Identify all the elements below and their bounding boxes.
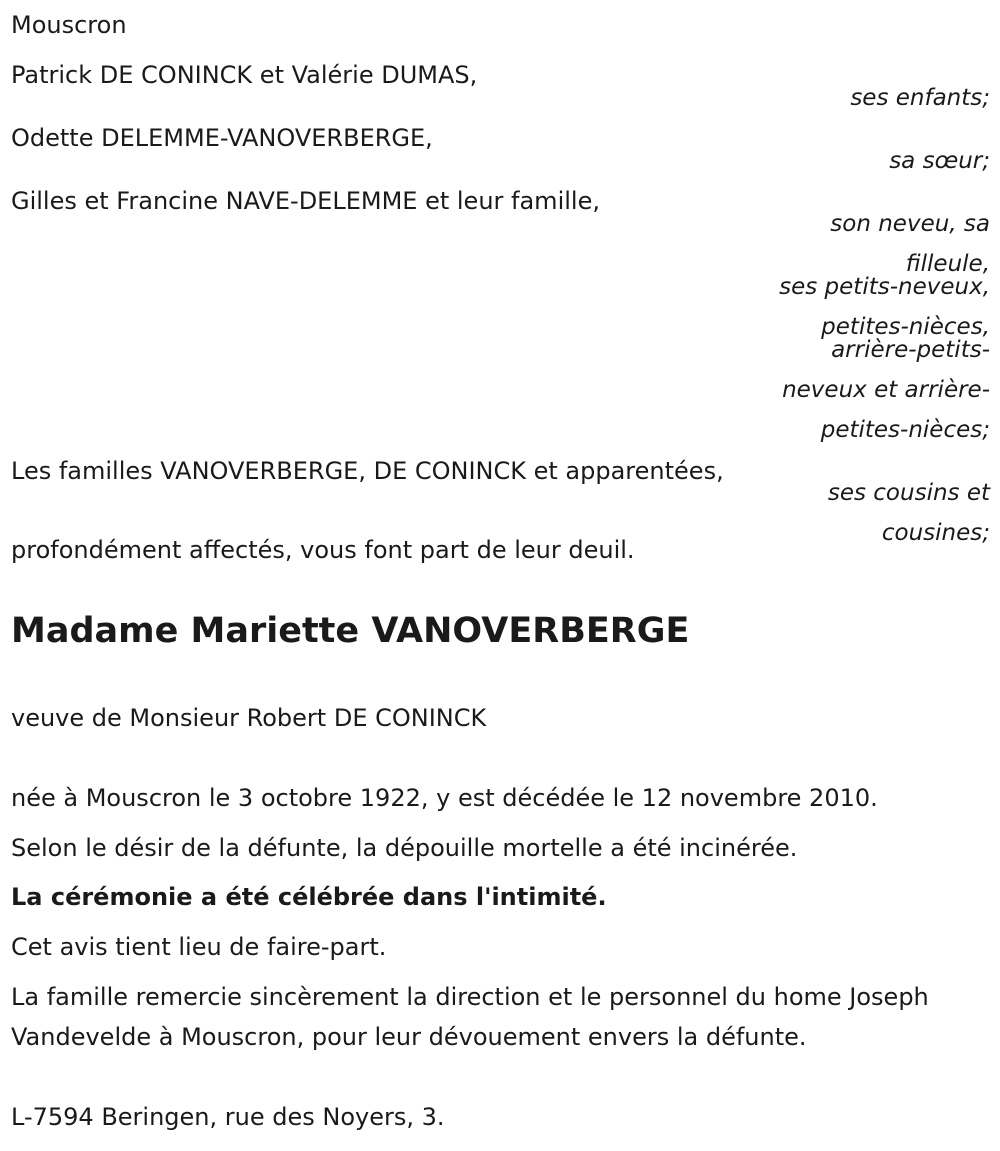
cremation: Selon le désir de la défunte, la dépouille mortelle a été incinérée. bbox=[11, 834, 798, 862]
thanks: La famille remercie sincèrement la direction et le personnel du home Joseph Vandevelde à Mouscron, pour leur dévouement envers la défunte. bbox=[11, 983, 929, 1051]
widow-of: veuve de Monsieur Robert DE CONINCK bbox=[11, 704, 487, 732]
address: L-7594 Beringen, rue des Noyers, 3. bbox=[11, 1103, 445, 1131]
family-names-children: Patrick DE CONINCK et Valérie DUMAS, bbox=[11, 61, 478, 89]
family-names-nephew: Gilles et Francine NAVE-DELEMME et leur famille, bbox=[11, 187, 600, 215]
relation-sister: sa sœur; bbox=[889, 148, 990, 174]
family-names-sister: Odette DELEMME-VANOVERBERGE, bbox=[11, 124, 433, 152]
faire-part: Cet avis tient lieu de faire-part. bbox=[11, 933, 387, 961]
ceremony: La cérémonie a été célébrée dans l'intimité. bbox=[11, 883, 607, 911]
relation-cousins-line-1: ses cousins et bbox=[827, 480, 990, 506]
relation-children: ses enfants; bbox=[850, 85, 990, 111]
announcement: profondément affectés, vous font part de leur deuil. bbox=[11, 536, 635, 564]
relation-greatgrandnephews-line-2: neveux et arrière- bbox=[782, 377, 990, 403]
birth-death: née à Mouscron le 3 octobre 1922, y est décédée le 12 novembre 2010. bbox=[11, 784, 878, 812]
relation-cousins-line-2: cousines; bbox=[881, 520, 990, 546]
deceased-name: Madame Mariette VANOVERBERGE bbox=[11, 611, 690, 651]
relation-nephew-line-2: filleule, bbox=[905, 251, 990, 277]
relation-grandnephews-line-2: petites-nièces, bbox=[821, 314, 990, 340]
relation-grandnephews-line-1: ses petits-neveux, bbox=[779, 274, 990, 300]
relation-greatgrandnephews-line-1: arrière-petits- bbox=[831, 337, 990, 363]
relation-nephew-line-1: son neveu, sa bbox=[830, 211, 990, 237]
city: Mouscron bbox=[11, 11, 127, 39]
family-names-cousins: Les familles VANOVERBERGE, DE CONINCK et apparentées, bbox=[11, 457, 724, 485]
relation-greatgrandnephews-line-3: petites-nièces; bbox=[820, 417, 990, 443]
